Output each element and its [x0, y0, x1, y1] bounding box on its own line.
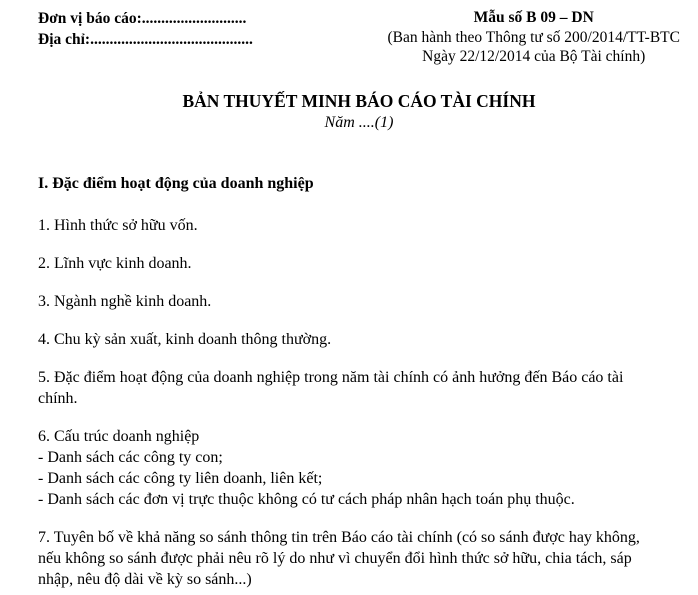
form-number-block [387, 8, 680, 67]
paragraph-6-line-4: - Danh sách các đơn vị trực thuộc không có tư cách pháp nhân hạch toán phụ thuộc. [38, 490, 575, 508]
paragraph-7: 7. Tuyên bố về khả năng so sánh thông tin trên Báo cáo tài chính (có so sánh được hay không, nếu không so sánh được phải nêu rõ lý do như vì chuyển đổi hình thức sở hữu, chia tách, sáp nhập, nêu độ dài về kỳ so sánh...) [38, 528, 640, 588]
document-title: BẢN THUYẾT MINH BÁO CÁO TÀI CHÍNH [182, 90, 536, 111]
reporting-unit-line: Đơn vị báo cáo:........................... [38, 10, 247, 27]
paragraph-6 [38, 426, 666, 510]
document-header [38, 8, 680, 67]
paragraph-3: 3. Ngành nghề kinh doanh. [38, 292, 212, 310]
reporting-unit-block [38, 8, 253, 50]
paragraph-6-line-3: - Danh sách các công ty liên doanh, liên kết; [38, 469, 323, 487]
paragraph-1: 1. Hình thức sở hữu vốn. [38, 216, 198, 234]
paragraph-5: 5. Đặc điểm hoạt động của doanh nghiệp trong năm tài chính có ảnh hưởng đến Báo cáo tài chính. [38, 368, 624, 407]
paragraph-6-line-1: 6. Cấu trúc doanh nghiệp [38, 427, 200, 445]
document-subtitle: Năm ....(1) [324, 113, 394, 131]
section-heading: I. Đặc điểm hoạt động của doanh nghiệp [38, 174, 314, 192]
address-line: Địa chỉ:.......................................... [38, 31, 253, 48]
issuance-line-2: Ngày 22/12/2014 của Bộ Tài chính) [422, 48, 646, 65]
document-body [38, 173, 666, 590]
title-block [38, 91, 680, 132]
issuance-line-1: (Ban hành theo Thông tư số 200/2014/TT-BTC [387, 28, 680, 46]
paragraph-4: 4. Chu kỳ sản xuất, kinh doanh thông thường. [38, 330, 332, 348]
form-number: Mẫu số B 09 – DN [473, 9, 594, 26]
paragraph-2: 2. Lĩnh vực kinh doanh. [38, 254, 192, 272]
paragraph-6-line-2: - Danh sách các công ty con; [38, 448, 223, 466]
